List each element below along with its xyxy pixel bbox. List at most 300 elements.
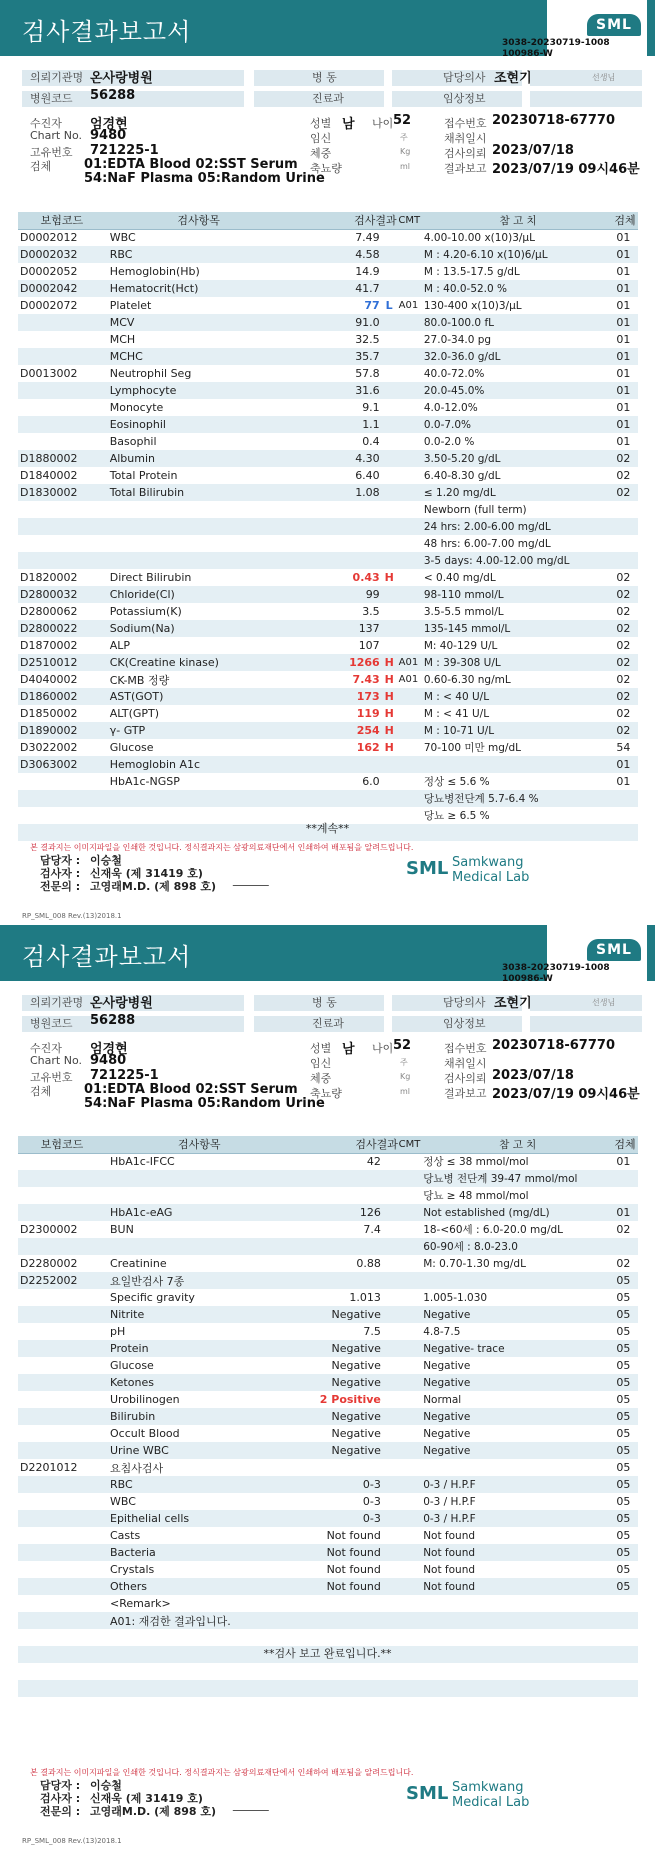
comment-code — [397, 433, 422, 450]
test-name: Direct Bilirubin — [109, 571, 192, 584]
reference-range: 80.0-100.0 fL — [422, 314, 615, 331]
test-code — [18, 552, 106, 569]
test-result — [288, 790, 382, 807]
empty-cell — [18, 1697, 106, 1714]
test-name: Ketones — [106, 1374, 288, 1391]
test-code: D1890002 — [18, 722, 106, 739]
test-name — [106, 1187, 288, 1204]
specimen-code — [614, 535, 638, 552]
specimen-code — [614, 1170, 638, 1187]
test-name: Potassium(K) — [109, 605, 182, 618]
table-row — [18, 1272, 638, 1289]
reference-range: 130-400 x(10)3/μL — [423, 299, 522, 312]
test-code — [18, 433, 106, 450]
empty-cell — [383, 1697, 398, 1714]
comment-code — [397, 688, 422, 705]
reference-range: 48 hrs: 6.00-7.00 mg/dL — [423, 537, 551, 550]
test-name — [106, 535, 288, 552]
report-code-1: 3038-20230719-1008 — [502, 963, 610, 973]
test-result: 42 — [366, 1155, 381, 1169]
test-name — [106, 790, 288, 807]
test-name: Bilirubin — [106, 1408, 288, 1425]
test-result: 91.0 — [288, 314, 382, 331]
test-result: Negative — [331, 1359, 381, 1372]
test-code: D0013002 — [20, 367, 78, 380]
urine-vol-label: 축뇨량 — [310, 1087, 342, 1100]
reference-range: 1.005-1.030 — [423, 1291, 488, 1304]
result-flag — [383, 1238, 398, 1255]
specimen-code — [614, 552, 638, 569]
comment-code — [397, 790, 422, 807]
specimen-code: 05 — [614, 1374, 638, 1391]
sml-logo-icon: SML — [587, 939, 641, 961]
test-result: 1.013 — [349, 1291, 381, 1304]
table-row — [18, 688, 638, 705]
sml-logo-icon: SML — [587, 14, 641, 36]
institution-value: 온사랑병원 — [90, 996, 153, 1011]
unique-no-value: 721225-1 — [90, 1068, 159, 1083]
info-shade — [530, 995, 642, 1011]
test-code — [18, 1578, 106, 1595]
comment-code — [398, 1170, 421, 1187]
result-flag — [383, 1425, 398, 1442]
test-name: HbA1c-eAG — [106, 1204, 288, 1221]
lab-name-line-1: Samkwang — [452, 1780, 524, 1795]
chart-no-label: Chart No. — [30, 129, 82, 142]
specimen-code: 01 — [616, 401, 631, 414]
table-row — [18, 1544, 638, 1561]
reference-range: 3.50-5.20 g/dL — [422, 450, 615, 467]
report-page-2 — [0, 925, 655, 1850]
result-flag — [383, 1289, 398, 1306]
empty-cell — [614, 1697, 638, 1714]
signature-image — [233, 874, 276, 886]
institution-label: 의뢰기관명 — [30, 996, 84, 1009]
test-code: D4040002 — [20, 673, 78, 686]
table-row — [18, 331, 638, 348]
test-result: 57.8 — [355, 367, 380, 380]
table-row — [18, 467, 638, 484]
table-row — [18, 433, 638, 450]
test-result: 99 — [288, 586, 382, 603]
specimen-code: 01 — [616, 333, 631, 346]
column-header: 참 고 치 — [421, 1136, 614, 1153]
comment-code — [397, 229, 422, 246]
specimen-code — [614, 518, 638, 535]
table-row — [18, 620, 638, 637]
result-flag: L — [385, 299, 393, 312]
reference-range: Not found — [423, 1529, 476, 1542]
weight-label: 체중 — [310, 147, 332, 160]
result-flag — [383, 1272, 398, 1289]
specimen-code: 05 — [616, 1461, 631, 1474]
specimen-code: 02 — [616, 571, 631, 584]
table-row — [18, 1408, 638, 1425]
reference-range: 0.0-7.0% — [422, 416, 615, 433]
specimen-code: 01 — [616, 299, 631, 312]
specimen-code: 05 — [616, 1529, 631, 1542]
manager-label: 담당자 : — [40, 854, 81, 867]
table-row — [18, 586, 638, 603]
result-flag — [383, 1340, 398, 1357]
test-code: D2201012 — [20, 1461, 78, 1474]
reference-range: 18-<60세 : 6.0-20.0 mg/dL — [423, 1224, 564, 1236]
result-flag: H — [384, 741, 394, 754]
test-name: BUN — [110, 1223, 134, 1236]
test-code — [18, 518, 106, 535]
test-code — [18, 1544, 106, 1561]
comment-code — [398, 1340, 421, 1357]
reference-range: 당뇨병전단계 5.7-6.4 % — [422, 790, 615, 807]
test-name: 요침사검사 — [110, 1461, 164, 1475]
specimen-code: 01 — [616, 367, 631, 380]
test-code — [18, 1323, 106, 1340]
clinical-info-label: 임상정보 — [443, 92, 486, 105]
test-name — [106, 518, 288, 535]
report-title: 검사결과보고서 — [22, 943, 192, 971]
result-flag — [383, 1561, 398, 1578]
test-result: 137 — [288, 620, 382, 637]
comment-code — [397, 467, 422, 484]
test-name: RBC — [106, 1476, 288, 1493]
test-result — [288, 756, 382, 773]
result-flag — [383, 1442, 398, 1459]
reference-range: 당뇨 ≥ 48 mmol/mol — [423, 1190, 529, 1202]
request-dt-value: 2023/07/18 — [492, 1068, 574, 1083]
test-code: D2510012 — [18, 654, 106, 671]
comment-code — [397, 603, 422, 620]
test-result — [288, 1272, 382, 1289]
empty-cell — [106, 1629, 288, 1646]
result-flag — [382, 603, 397, 620]
test-name: A01: 재검한 결과입니다. — [106, 1612, 288, 1629]
table-row — [18, 1442, 638, 1459]
test-name: Glucose — [110, 1359, 154, 1372]
table-row — [18, 1340, 638, 1357]
test-code — [18, 1391, 106, 1408]
result-flag — [383, 1221, 398, 1238]
table-row — [18, 348, 638, 365]
test-code — [18, 1408, 106, 1425]
test-code: D1840002 — [20, 469, 78, 482]
result-flag: H — [384, 707, 394, 720]
table-row — [18, 637, 638, 654]
reference-range: 3-5 days: 4.00-12.00 mg/dL — [422, 552, 615, 569]
test-code: D2800032 — [18, 586, 106, 603]
specimen-code: 01 — [614, 280, 638, 297]
test-name — [106, 1238, 288, 1255]
specimen-code: 02 — [616, 469, 631, 482]
lab-logo — [406, 1779, 546, 1819]
comment-code — [397, 263, 422, 280]
lab-name-line-1: Samkwang — [452, 855, 524, 870]
footer-notice: 본 결과지는 이미지파일을 인쇄한 것입니다. 정식결과지는 삼광의료재단에서 인쇄하여 배포됨을 알려드립니다. — [30, 843, 414, 852]
specimen-code: 01 — [614, 314, 638, 331]
comment-code — [397, 416, 422, 433]
reference-range: M: 0.70-1.30 mg/dL — [423, 1257, 526, 1270]
specimen-code: 05 — [614, 1340, 638, 1357]
specimen-code — [614, 1612, 638, 1629]
specimen-value-2: 54:NaF Plasma 05:Random Urine — [84, 171, 325, 186]
test-name: Epithelial cells — [106, 1510, 288, 1527]
test-name: MCH — [109, 333, 136, 346]
test-code — [18, 501, 106, 518]
reference-range — [421, 1595, 614, 1612]
specimen-code: 05 — [614, 1510, 638, 1527]
test-code — [18, 1425, 106, 1442]
test-result: 7.43 — [352, 673, 380, 686]
test-code: D2280002 — [20, 1257, 78, 1270]
reference-range: 3.5-5.5 mmol/L — [423, 605, 504, 618]
test-result: 14.9 — [355, 265, 380, 278]
test-code: D1830002 — [18, 484, 106, 501]
test-result: Negative — [331, 1427, 381, 1440]
test-result: 9.1 — [362, 401, 380, 414]
table-row — [18, 569, 638, 586]
table-row — [18, 739, 638, 756]
test-code: D1850002 — [20, 707, 78, 720]
comment-code: A01 — [398, 674, 419, 685]
test-name: <Remark> — [110, 1597, 171, 1610]
test-code — [18, 1595, 106, 1612]
table-row — [18, 1391, 638, 1408]
test-code: D0002052 — [20, 265, 78, 278]
test-name: Crystals — [110, 1563, 155, 1576]
table-row — [18, 790, 638, 807]
table-row — [18, 314, 638, 331]
specimen-code: 02 — [614, 620, 638, 637]
result-flag — [382, 416, 397, 433]
test-name: Basophil — [109, 435, 157, 448]
empty-row — [18, 1663, 638, 1680]
result-flag — [382, 433, 397, 450]
table-row — [18, 1204, 638, 1221]
test-code: D3022002 — [20, 741, 78, 754]
weight-label: 체중 — [310, 1072, 332, 1085]
table-row — [18, 1187, 638, 1204]
empty-cell — [18, 1680, 106, 1697]
manager-name: 이승철 — [90, 1779, 122, 1792]
comment-code — [398, 1544, 421, 1561]
test-name: Casts — [110, 1529, 141, 1542]
test-name: Monocyte — [109, 401, 164, 414]
test-result: 7.49 — [355, 231, 380, 245]
result-flag — [382, 399, 397, 416]
empty-cell — [383, 1680, 398, 1697]
specimen-code — [614, 1595, 638, 1612]
test-code — [18, 1306, 106, 1323]
request-dt-label: 검사의뢰 — [444, 1072, 487, 1085]
specimen-value-1: 01:EDTA Blood 02:SST Serum — [84, 1082, 298, 1097]
test-code — [18, 1612, 106, 1629]
week-unit: 주 — [400, 133, 408, 142]
comment-code — [397, 382, 422, 399]
specimen-code: 02 — [614, 688, 638, 705]
empty-cell — [18, 1629, 106, 1646]
result-flag — [383, 1153, 398, 1170]
test-name: Specific gravity — [110, 1291, 195, 1304]
column-header: CMT — [397, 212, 422, 229]
sex-label: 성별 — [310, 117, 332, 130]
kg-unit: Kg — [400, 1072, 411, 1081]
test-result: 7.5 — [363, 1325, 381, 1338]
table-row — [18, 705, 638, 722]
specimen-code: 01 — [616, 775, 631, 788]
test-name: Urine WBC — [106, 1442, 288, 1459]
test-code — [18, 1527, 106, 1544]
test-name: ALP — [109, 639, 131, 652]
comment-code — [398, 1510, 421, 1527]
reference-range: 98-110 mmol/L — [422, 586, 615, 603]
test-name: Others — [106, 1578, 288, 1595]
test-result: Negative — [288, 1306, 382, 1323]
specimen-code: 01 — [614, 1204, 638, 1221]
table-row — [18, 1578, 638, 1595]
test-code: D1860002 — [18, 688, 106, 705]
test-code — [18, 773, 106, 790]
comment-code — [397, 586, 422, 603]
reference-range: < 0.40 mg/dL — [423, 571, 496, 584]
specimen-code: 05 — [614, 1544, 638, 1561]
empty-cell — [614, 1680, 638, 1697]
result-flag: H — [382, 722, 397, 739]
reference-range: 0-3 / H.P.F — [421, 1476, 614, 1493]
test-code — [18, 1510, 106, 1527]
comment-code: A01 — [398, 300, 419, 311]
specimen-code: 05 — [614, 1442, 638, 1459]
sex-value: 남 — [342, 117, 355, 132]
test-result: Not found — [288, 1578, 382, 1595]
patient-value: 엄경현 — [90, 1042, 128, 1057]
specimen-code: 05 — [614, 1578, 638, 1595]
test-name: ALT(GPT) — [109, 707, 160, 720]
table-row — [18, 280, 638, 297]
reference-range: M : 10-71 U/L — [422, 722, 615, 739]
test-result: 32.5 — [355, 333, 380, 346]
empty-cell — [614, 1663, 638, 1680]
table-row — [18, 1476, 638, 1493]
hospital-code-value: 56288 — [90, 88, 136, 103]
reference-range: M : < 41 U/L — [423, 707, 490, 720]
table-header-row — [18, 212, 638, 229]
specimen-value-1: 01:EDTA Blood 02:SST Serum — [84, 157, 298, 172]
info-shade — [530, 91, 642, 107]
unique-no-label: 고유번호 — [30, 146, 73, 159]
result-flag — [382, 501, 397, 518]
test-name: Occult Blood — [110, 1427, 180, 1440]
reference-range: Negative — [423, 1359, 471, 1372]
comment-code — [397, 722, 422, 739]
report-dt-value: 2023/07/19 09시46분 — [492, 1087, 640, 1102]
reference-range: 0-3 / H.P.F — [423, 1495, 476, 1508]
empty-cell — [421, 1697, 614, 1714]
result-flag — [383, 1391, 398, 1408]
test-name: Chloride(Cl) — [106, 586, 288, 603]
report-code-2: 100986-W — [502, 49, 553, 59]
test-name: Neutrophil Seg — [109, 367, 192, 380]
table-header-row — [18, 1136, 638, 1153]
specimen-code: 01 — [616, 265, 631, 278]
comment-code — [398, 1408, 421, 1425]
test-result: 4.30 — [288, 450, 382, 467]
reference-range — [422, 756, 615, 773]
reference-range: 4.8-7.5 — [423, 1325, 461, 1338]
table-row — [18, 654, 638, 671]
specimen-code: 01 — [616, 231, 631, 245]
comment-code — [398, 1153, 421, 1170]
test-result — [288, 501, 382, 518]
comment-code — [397, 348, 422, 365]
test-result: 6.0 — [362, 775, 380, 788]
column-header: 검사항목 — [106, 212, 288, 229]
specimen-code: 02 — [616, 639, 631, 652]
test-code — [18, 1340, 106, 1357]
receipt-no-label: 접수번호 — [444, 117, 487, 130]
unique-no-label: 고유번호 — [30, 1071, 73, 1084]
comment-code — [398, 1374, 421, 1391]
test-name: CK-MB 정량 — [109, 673, 170, 687]
report-code-1: 3038-20230719-1008 — [502, 38, 610, 48]
table-row — [18, 1221, 638, 1238]
reference-range: 60-90세 : 8.0-23.0 — [421, 1238, 614, 1255]
hospital-code-value: 56288 — [90, 1013, 136, 1028]
result-flag — [383, 1170, 398, 1187]
ml-unit: ml — [400, 1087, 411, 1096]
results-table — [18, 1136, 638, 1714]
table-row — [18, 603, 638, 620]
report-end-note: **검사 보고 완료입니다.** — [263, 1647, 392, 1660]
result-flag — [383, 1204, 398, 1221]
test-name: WBC — [109, 231, 136, 245]
specimen-code: 02 — [614, 450, 638, 467]
test-name: 요일반검사 7종 — [106, 1272, 288, 1289]
examiner-name: 신재욱 (제 31419 호) — [90, 1792, 203, 1805]
table-row — [18, 518, 638, 535]
patient-value: 엄경현 — [90, 117, 128, 132]
specimen-code: 01 — [616, 1155, 631, 1169]
comment-code — [397, 314, 422, 331]
age-value: 52 — [393, 113, 412, 128]
result-flag — [382, 229, 397, 246]
result-flag — [382, 773, 397, 790]
test-name: Albumin — [106, 450, 288, 467]
test-code — [18, 1238, 106, 1255]
comment-code — [398, 1442, 421, 1459]
test-name: Creatinine — [110, 1257, 167, 1270]
test-name: Hematocrit(Hct) — [106, 280, 288, 297]
test-result: 0-3 — [288, 1476, 382, 1493]
test-code — [18, 348, 106, 365]
comment-code — [397, 637, 422, 654]
examiner-label: 검사자 : — [40, 1792, 81, 1805]
footer-notice: 본 결과지는 이미지파일을 인쇄한 것입니다. 정식결과지는 삼광의료재단에서 인쇄하여 배포됨을 알려드립니다. — [30, 1768, 414, 1777]
result-flag — [382, 552, 397, 569]
table-row — [18, 1255, 638, 1272]
empty-cell — [18, 1663, 106, 1680]
result-flag — [383, 1323, 398, 1340]
test-result — [288, 518, 382, 535]
comment-code — [398, 1255, 421, 1272]
test-result: 0.43 — [352, 571, 380, 584]
reference-range: M : 40.0-52.0 % — [422, 280, 615, 297]
reference-range: Negative- trace — [421, 1340, 614, 1357]
info-shade — [530, 70, 642, 86]
test-code — [18, 1561, 106, 1578]
test-result — [288, 1459, 382, 1476]
specimen-code: 02 — [616, 673, 631, 686]
reference-range: ≤ 1.20 mg/dL — [422, 484, 615, 501]
test-result: 119 — [356, 707, 380, 720]
